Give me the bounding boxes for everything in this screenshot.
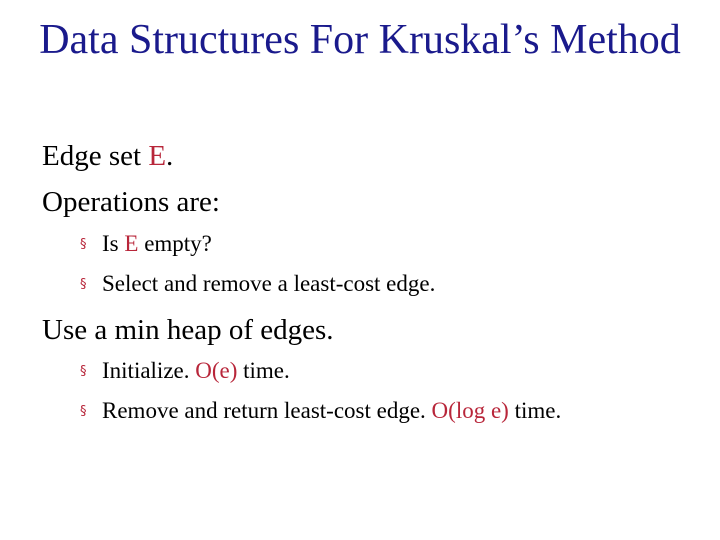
line-text: time.: [237, 358, 290, 383]
complexity-label: O(log e): [431, 398, 509, 423]
line-text: empty?: [138, 231, 212, 256]
line-text: Operations are:: [42, 186, 220, 218]
sub-item-remove-return: [80, 396, 561, 427]
slide-title: Data Structures For Kruskal’s Method: [39, 17, 681, 63]
edge-set-symbol: E: [148, 140, 167, 172]
line-text: Use a min heap of edges.: [42, 314, 334, 346]
bullet-icon: §: [80, 364, 87, 379]
bullet-icon: §: [80, 237, 87, 252]
bullet-icon: §: [80, 277, 87, 292]
line-text: Edge set: [42, 140, 149, 172]
complexity-label: O(e): [195, 358, 238, 383]
line-text: Initialize.: [102, 358, 196, 383]
sub-item-select-remove: [80, 269, 435, 300]
line-text: time.: [508, 398, 562, 423]
bullet-icon: §: [80, 404, 87, 419]
sub-item-is-empty: [80, 229, 212, 260]
sub-item-initialize: [80, 356, 290, 387]
line-min-heap: [42, 312, 334, 348]
line-text: Is: [102, 231, 125, 256]
line-text: Remove and return least-cost edge.: [102, 398, 432, 423]
line-operations: [42, 184, 220, 220]
line-edge-set: [42, 138, 173, 174]
edge-set-symbol: E: [124, 231, 139, 256]
line-text: .: [166, 140, 174, 172]
line-text: Select and remove a least-cost edge.: [102, 271, 436, 296]
